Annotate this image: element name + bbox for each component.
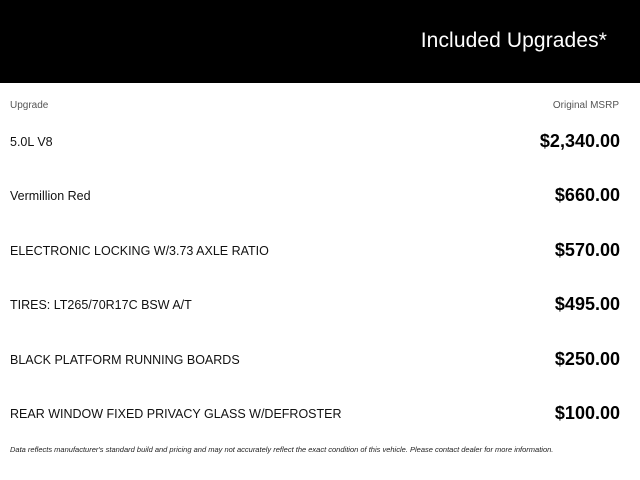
upgrade-name: BLACK PLATFORM RUNNING BOARDS xyxy=(10,352,240,367)
upgrade-name: 5.0L V8 xyxy=(10,135,53,149)
upgrade-price: $2,340.00 xyxy=(539,131,620,151)
list-item xyxy=(0,170,640,224)
msrp-column-header: Original MSRP xyxy=(552,100,619,111)
upgrade-price: $100.00 xyxy=(554,402,620,423)
upgrade-name: TIRES: LT265/70R17C BSW A/T xyxy=(10,298,192,313)
header-banner xyxy=(0,0,640,83)
list-item xyxy=(0,225,640,279)
list-item xyxy=(0,388,640,442)
upgrade-price: $570.00 xyxy=(554,239,620,260)
upgrade-price: $250.00 xyxy=(554,348,620,369)
upgrade-name: ELECTRONIC LOCKING W/3.73 AXLE RATIO xyxy=(10,243,269,258)
page-title: Included Upgrades* xyxy=(420,29,607,52)
upgrade-price: $660.00 xyxy=(554,185,620,206)
upgrade-name: Vermillion Red xyxy=(10,189,91,204)
disclaimer-text: Data reflects manufacturer's standard build and pricing and may not accurately reflect the exact condition of this vehicle. Please contact dealer for more information. xyxy=(10,445,554,454)
upgrade-price: $495.00 xyxy=(554,294,620,315)
upgrade-name: REAR WINDOW FIXED PRIVACY GLASS W/DEFROSTER xyxy=(10,406,342,421)
upgrades-list xyxy=(0,116,640,442)
list-item xyxy=(0,116,640,170)
upgrade-column-header: Upgrade xyxy=(10,100,49,111)
list-item xyxy=(0,279,640,333)
list-item xyxy=(0,334,640,388)
